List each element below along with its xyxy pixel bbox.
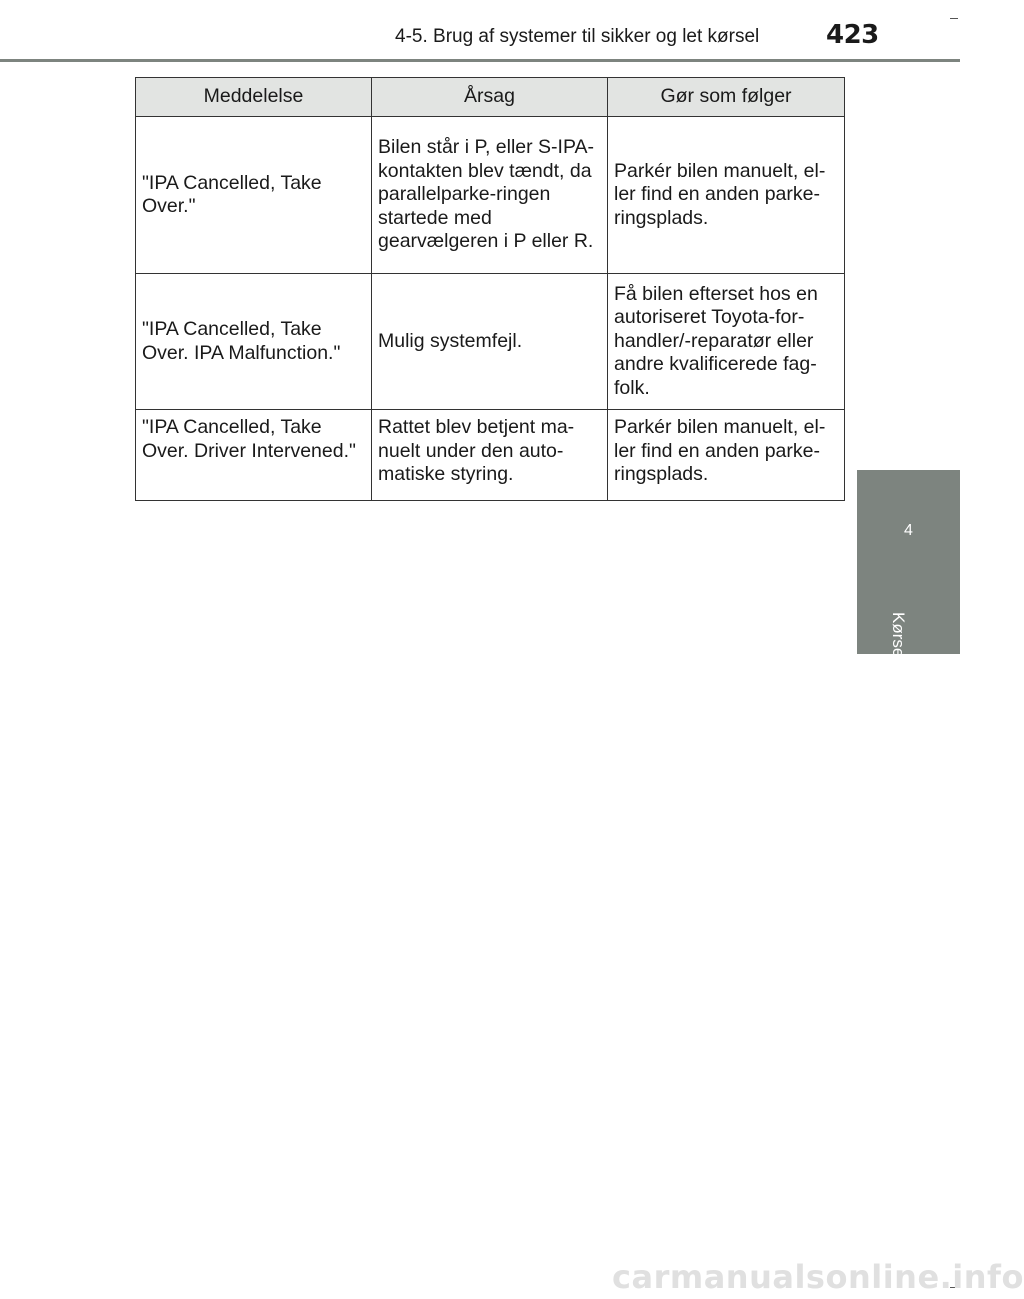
message-table <box>135 77 845 501</box>
column-header-action: Gør som følger <box>608 78 845 117</box>
chapter-side-tab <box>857 470 960 654</box>
section-title: 4-5. Brug af systemer til sikker og let kørsel <box>395 26 760 47</box>
table-row <box>136 274 845 410</box>
message-cell: "IPA Cancelled, Take Over. IPA Malfunction." <box>136 274 372 410</box>
message-cell: "IPA Cancelled, Take Over. Driver Intervened." <box>136 410 372 501</box>
page-header <box>0 0 960 62</box>
chapter-number: 4 <box>904 522 913 539</box>
watermark: carmanualsonline.info <box>612 1258 1024 1296</box>
cause-cell: Bilen står i P, eller S-IPA-kontakten blev tændt, da parallelparke-ringen startede med gearvælgeren i P eller R. <box>372 117 608 274</box>
chapter-label: Kørsel <box>889 612 908 662</box>
table-row <box>136 117 845 274</box>
cause-cell: Rattet blev betjent ma-nuelt under den auto-matiske styring. <box>372 410 608 501</box>
action-cell: Parkér bilen manuelt, el-ler find en anden parke-ringsplads. <box>608 117 845 274</box>
message-cell: "IPA Cancelled, Take Over." <box>136 117 372 274</box>
table-header-row <box>136 78 845 117</box>
table-row <box>136 410 845 501</box>
cause-cell: Mulig systemfejl. <box>372 274 608 410</box>
header-rule <box>0 59 960 62</box>
column-header-message: Meddelelse <box>136 78 372 117</box>
page-number: 423 <box>826 20 879 50</box>
column-header-cause: Årsag <box>372 78 608 117</box>
action-cell: Parkér bilen manuelt, el-ler find en anden parke-ringsplads. <box>608 410 845 501</box>
crop-mark-top-right <box>950 18 958 19</box>
action-cell: Få bilen efterset hos en autoriseret Toyota-for-handler/-reparatør eller andre kvalificerede fag-folk. <box>608 274 845 410</box>
